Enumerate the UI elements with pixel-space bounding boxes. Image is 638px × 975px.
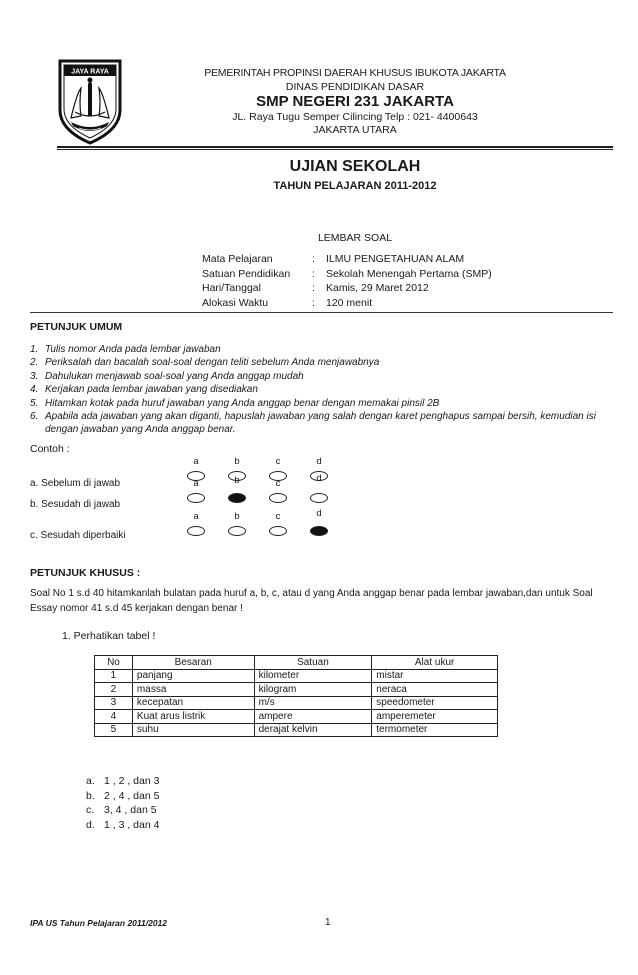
table-row [95,669,498,683]
option-letter: d. [86,818,95,831]
table-cell: kilometer [254,669,372,683]
bubble-letter: a [193,511,199,522]
answer-bubble-b [228,526,246,536]
page-number: 1 [325,917,331,928]
option-text: 2 , 4 , dan 5 [104,789,160,802]
table-cell: kecepatan [132,696,254,710]
header-divider-thin [57,149,613,150]
bubble-letter: b [234,456,240,467]
info-key: Alokasi Waktu [202,296,269,309]
section-divider [30,312,613,313]
option-text: 3, 4 , dan 5 [104,804,157,816]
list-item-number: 3. [30,370,39,382]
table-row [95,696,498,710]
option-letter: c. [86,804,95,816]
table-cell: derajat kelvin [254,723,372,737]
list-item-number: 1. [30,344,39,355]
list-item-number: 5. [30,397,39,409]
list-item [30,370,615,383]
bubble-letter: c [275,478,281,489]
bubble-letter: c [275,511,281,522]
list-item-number: 2. [30,357,39,369]
option-text: 1 , 3 , dan 4 [104,818,160,831]
bubble-letter: a [193,478,199,489]
info-separator: : [312,267,315,280]
table-row [95,710,498,724]
list-item [30,397,615,410]
bubble-letter: a [193,456,199,467]
option-text: 1 , 2 , dan 3 [104,775,160,787]
list-item-text: Periksalah dan bacalah soal-soal dengan teliti sebelum Anda menjawabnya [45,357,380,369]
list-item-number: 4. [30,384,39,396]
table-cell: 3 [95,696,133,710]
bubble-letter: b [234,475,240,486]
table-header-cell: No [95,656,133,670]
table-cell: termometer [372,723,498,737]
info-value: 120 menit [326,296,373,309]
table-cell: ampere [254,710,372,724]
answer-bubble-b-filled [228,493,246,503]
question-1-prompt: 1. Perhatikan tabel ! [62,630,156,642]
list-item-text: Tulis nomor Anda pada lembar jawaban [45,344,221,355]
answer-option-c[interactable] [86,803,159,818]
general-instructions-title: PETUNJUK UMUM [30,321,123,333]
dki-jakarta-emblem-icon [57,58,123,146]
question-1-table [94,655,498,737]
exam-info [202,252,492,310]
table-cell: neraca [372,683,498,697]
info-value: Sekolah Menengah Pertama (SMP) [326,267,492,280]
list-item-text: Dahulukan menjawab soal-soal yang Anda anggap mudah [45,370,304,382]
table-cell: amperemeter [372,710,498,724]
table-cell: 5 [95,723,133,737]
table-cell: speedometer [372,696,498,710]
answer-option-d[interactable] [86,818,159,833]
table-cell: Kuat arus listrik [132,710,254,724]
sheet-title: LEMBAR SOAL [317,232,393,244]
table-cell: panjang [132,669,254,683]
table-cell: 1 [95,669,133,683]
info-row-education-unit [202,267,492,282]
option-letter: a. [86,775,95,787]
question-1-options [86,774,159,832]
header-department-line: DINAS PENDIDIKAN DASAR [285,81,425,93]
list-item-text: Apabila ada jawaban yang akan diganti, hapuslah jawaban yang salah dengan karet penghapus sampai bersih, kemudian isi dengan jawaban yang Anda anggap benar. [45,411,596,436]
bubble-letter: d [316,508,322,519]
exam-year: TAHUN PELAJARAN 2011-2012 [273,180,437,192]
header-city: JAKARTA UTARA [313,124,397,136]
example-label: Contoh : [30,443,70,455]
example-label-text: b. Sesudah di jawab [30,499,121,510]
header-address: JL. Raya Tugu Semper Cilincing Telp : 021- 4400643 [232,111,478,123]
table-cell: 2 [95,683,133,697]
table-cell: suhu [132,723,254,737]
bubble-letter: d [316,456,322,467]
info-row-date [202,281,492,296]
answer-bubble-c [269,526,287,536]
info-separator: : [312,282,315,294]
specific-instructions-text: Soal No 1 s.d 40 hitamkanlah bulatan pada huruf a, b, c, atau d yang Anda anggap benar pada lembar jawaban,dan untuk Soal Essay nomor 41 s.d 45 kerjakan dengan benar ! [30,588,593,614]
list-item-text: Kerjakan pada lembar jawaban yang disediakan [45,384,258,396]
table-header-row [95,656,498,670]
example-label-text: c. Sesudah diperbaiki [30,530,126,541]
info-key: Satuan Pendidikan [202,267,291,280]
table-cell: massa [132,683,254,697]
table-cell: 4 [95,710,133,724]
header-divider-thick [57,146,613,148]
general-instructions-list [30,343,615,437]
answer-bubble-d [310,493,328,503]
table-header-cell: Satuan [254,656,372,670]
answer-option-a[interactable] [86,774,159,789]
answer-bubble-c [269,493,287,503]
table-header-cell: Alat ukur [372,656,498,670]
bubble-letter: b [234,511,240,522]
header-government-line: PEMERINTAH PROPINSI DAERAH KHUSUS IBUKOTA JAKARTA [204,67,506,79]
info-value: Kamis, 29 Maret 2012 [326,282,429,294]
table-row [95,723,498,737]
svg-text:JAYA RAYA: JAYA RAYA [71,68,109,76]
answer-bubble-d-filled [310,526,328,536]
page-footer: IPA US Tahun Pelajaran 2011/2012 [30,918,168,928]
info-value: ILMU PENGETAHUAN ALAM [326,253,465,265]
list-item [30,356,615,369]
info-separator: : [312,253,315,265]
specific-instructions-title: PETUNJUK KHUSUS : [30,567,141,579]
table-cell: mistar [372,669,498,683]
table-cell: m/s [254,696,372,710]
list-item-text: Hitamkan kotak pada huruf jawaban yang Anda anggap benar dengan memakai pinsil 2B [45,397,440,409]
bubble-letter: d [316,473,322,484]
answer-bubble-a [187,493,205,503]
list-item [30,383,615,396]
info-row-time [202,296,492,311]
header-school-name: SMP NEGERI 231 JAKARTA [256,93,454,110]
info-row-subject [202,252,492,267]
table-cell: kilogram [254,683,372,697]
info-key: Hari/Tanggal [202,282,261,294]
option-letter: b. [86,789,95,802]
list-item [30,343,615,356]
bubble-letter: c [275,456,281,467]
answer-option-b[interactable] [86,789,159,804]
answer-bubble-a [187,526,205,536]
exam-title: UJIAN SEKOLAH [289,158,421,175]
info-separator: : [312,296,315,309]
list-item [30,410,615,437]
example-label-text: a. Sebelum di jawab [30,478,121,489]
list-item-number: 6. [30,411,39,423]
table-row [95,683,498,697]
info-key: Mata Pelajaran [202,253,273,265]
table-header-cell: Besaran [132,656,254,670]
